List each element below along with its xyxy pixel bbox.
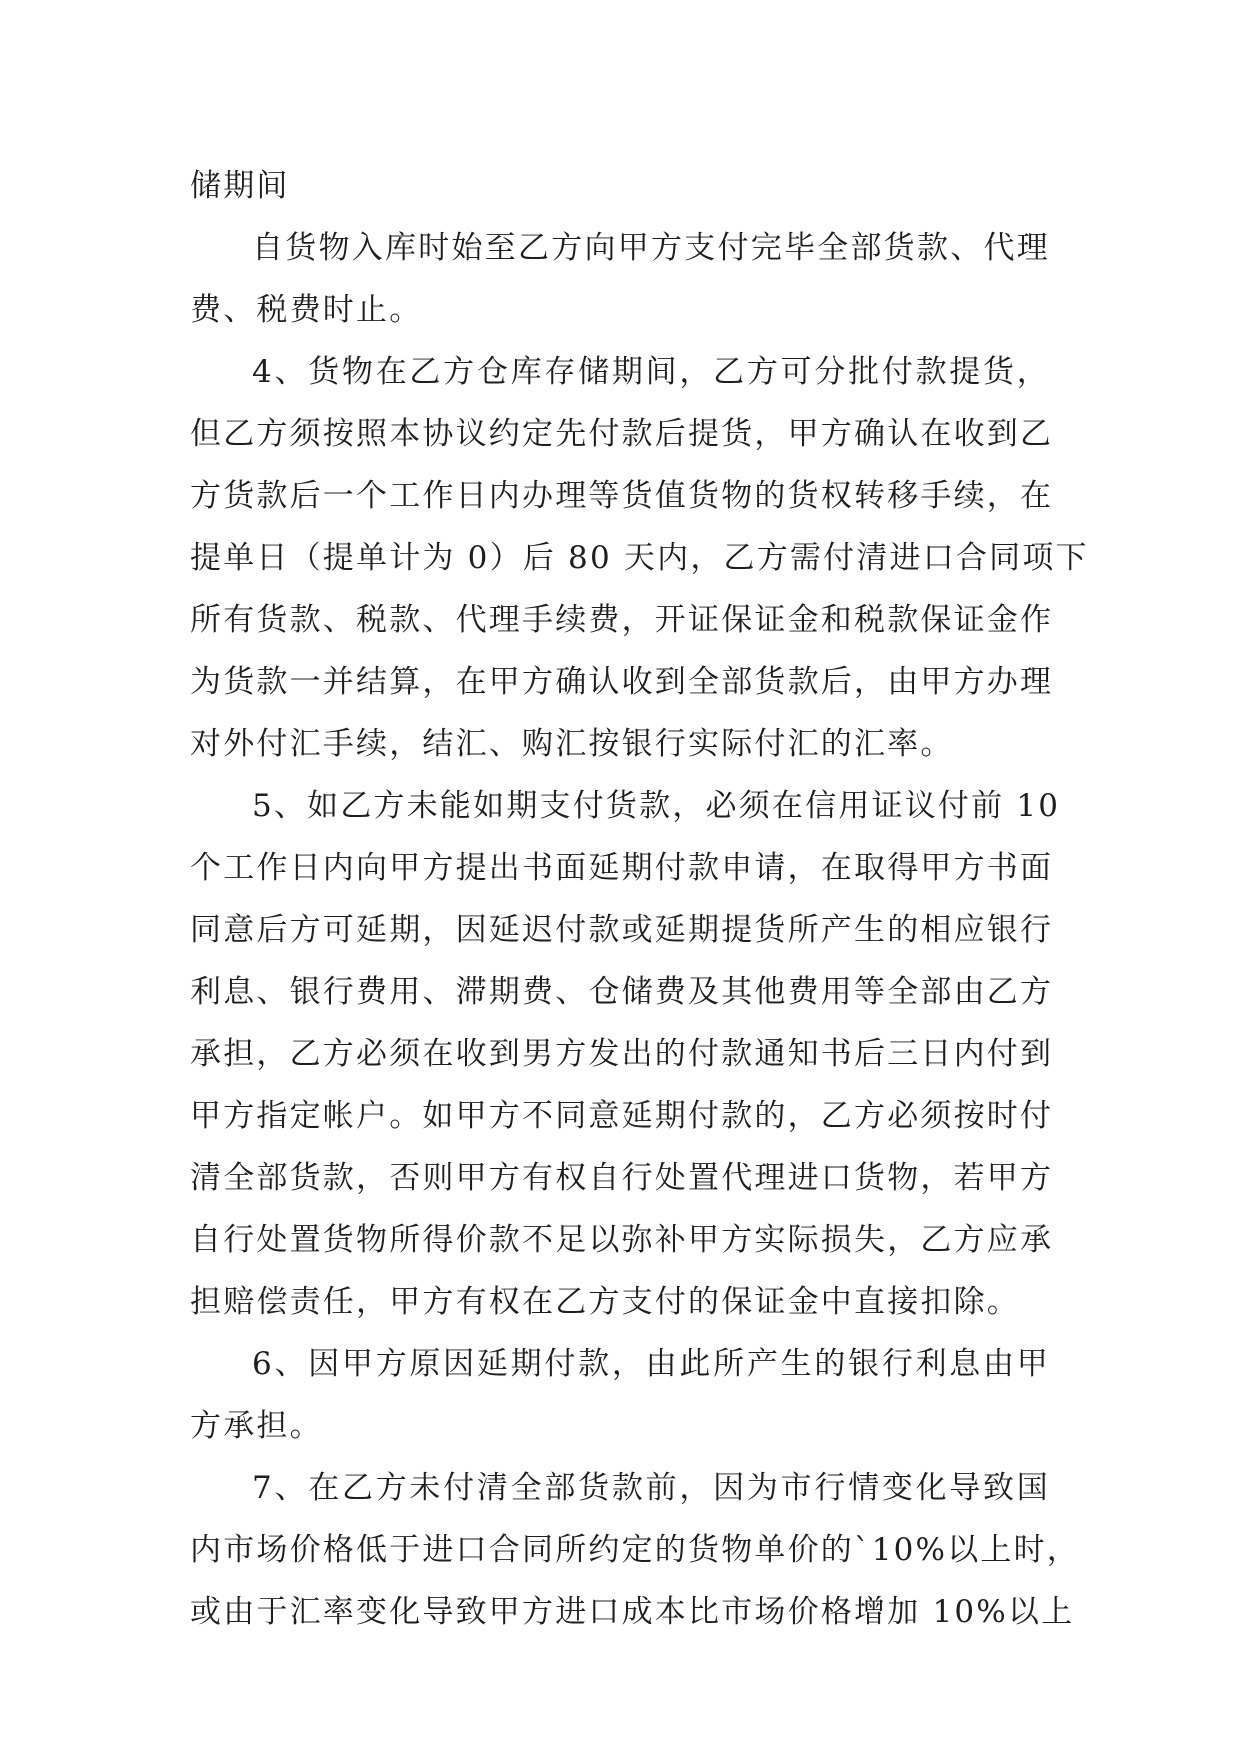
text-line: 甲方指定帐户。如甲方不同意延期付款的，乙方必须按时付	[190, 1098, 1054, 1134]
text-line: 个工作日内向甲方提出书面延期付款申请，在取得甲方书面	[190, 850, 1054, 886]
document-body	[190, 155, 1089, 1643]
text-line: 4、货物在乙方仓库存储期间，乙方可分批付款提货，	[252, 354, 1050, 390]
text-line: 为货款一并结算，在甲方确认收到全部货款后，由甲方办理	[190, 664, 1054, 700]
text-line: 但乙方须按照本协议约定先付款后提货，甲方确认在收到乙	[190, 416, 1054, 452]
text-line: 自行处置货物所得价款不足以弥补甲方实际损失，乙方应承	[190, 1222, 1054, 1258]
text-line: 5、如乙方未能如期支付货款，必须在信用证议付前 10	[252, 788, 1061, 824]
text-line: 提单日（提单计为 0）后 80 天内，乙方需付清进口合同项下	[190, 540, 1089, 576]
text-line: 承担，乙方必须在收到男方发出的付款通知书后三日内付到	[190, 1036, 1054, 1072]
text-line: 方货款后一个工作日内办理等货值货物的货权转移手续，在	[190, 478, 1054, 514]
text-line: 自货物入库时始至乙方向甲方支付完毕全部货款、代理	[252, 230, 1050, 266]
text-line: 7、在乙方未付清全部货款前，因为市行情变化导致国	[252, 1470, 1050, 1506]
text-line: 内市场价格低于进口合同所约定的货物单价的`10%以上时，	[190, 1532, 1080, 1568]
text-line: 同意后方可延期，因延迟付款或延期提货所产生的相应银行	[190, 912, 1054, 948]
text-line: 所有货款、税款、代理手续费，开证保证金和税款保证金作	[190, 602, 1054, 638]
text-line: 或由于汇率变化导致甲方进口成本比市场价格增加 10%以上	[190, 1594, 1075, 1630]
text-line: 费、税费时止。	[190, 292, 423, 328]
text-line: 利息、银行费用、滞期费、仓储费及其他费用等全部由乙方	[190, 974, 1054, 1010]
text-line: 方承担。	[190, 1408, 323, 1444]
text-line: 清全部货款，否则甲方有权自行处置代理进口货物，若甲方	[190, 1160, 1054, 1196]
text-line: 储期间	[190, 168, 290, 204]
text-line: 对外付汇手续，结汇、购汇按银行实际付汇的汇率。	[190, 726, 954, 762]
text-line: 担赔偿责任，甲方有权在乙方支付的保证金中直接扣除。	[190, 1284, 1020, 1320]
text-line: 6、因甲方原因延期付款，由此所产生的银行利息由甲	[252, 1346, 1050, 1382]
